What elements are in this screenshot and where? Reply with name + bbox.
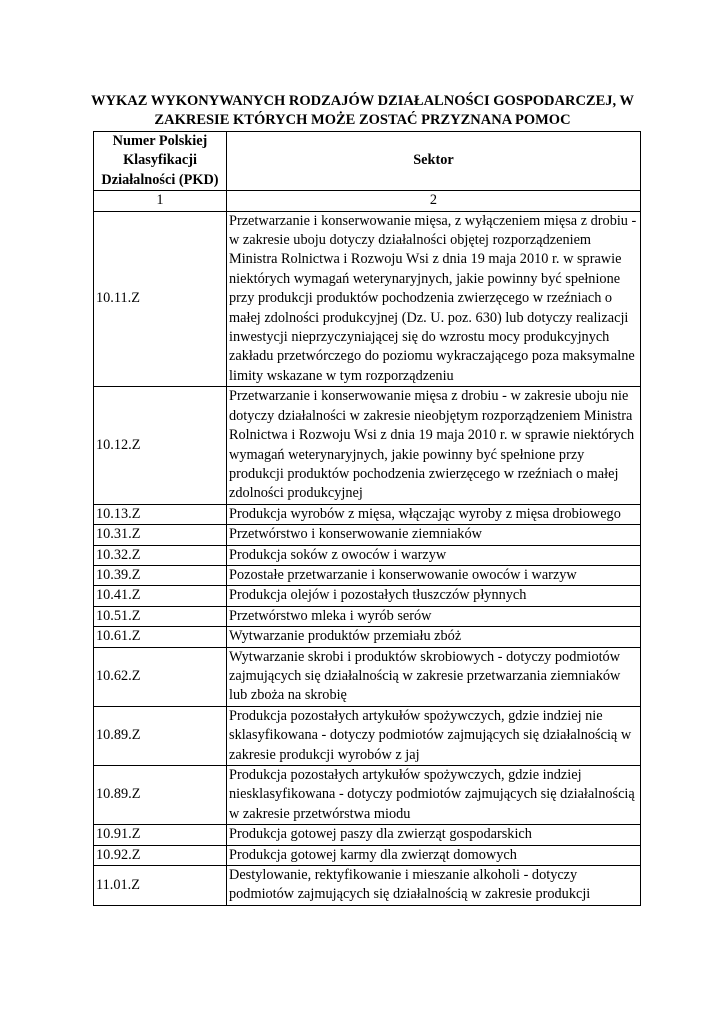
sector-description-cell: Produkcja pozostałych artykułów spożywczych, gdzie indziej niesklasyfikowana - dotyczy podmiotów zajmujących się działalnością w zakresie przetwórstwa miodu [227,766,641,825]
sector-description-cell: Pozostałe przetwarzanie i konserwowanie owoców i warzyw [227,565,641,585]
pkd-code-cell: 10.92.Z [94,845,227,865]
sector-description-cell: Produkcja gotowej karmy dla zwierząt domowych [227,845,641,865]
pkd-code-cell: 10.91.Z [94,825,227,845]
column-number-2: 2 [227,191,641,211]
sector-description-cell: Wytwarzanie skrobi i produktów skrobiowych - dotyczy podmiotów zajmujących się działalnością w zakresie przetwarzania ziemniaków lub zboża na skrobię [227,647,641,706]
pkd-code-cell: 10.62.Z [94,647,227,706]
table-row [94,766,641,825]
table-row [94,387,641,504]
pkd-code-cell: 10.89.Z [94,766,227,825]
table-row [94,606,641,626]
sector-description-cell: Produkcja wyrobów z mięsa, włączając wyroby z mięsa drobiowego [227,504,641,524]
header-pkd-number: Numer Polskiej Klasyfikacji Działalności (PKD) [94,132,227,191]
table-header-row [94,132,641,191]
sector-description-cell: Destylowanie, rektyfikowanie i mieszanie alkoholi - dotyczy podmiotów zajmujących się działalnością w zakresie produkcji [227,866,641,906]
table-row [94,565,641,585]
pkd-table [93,131,641,906]
sector-description-cell: Produkcja gotowej paszy dla zwierząt gospodarskich [227,825,641,845]
pkd-code-cell: 10.11.Z [94,211,227,387]
table-row [94,504,641,524]
sector-description-cell: Przetwórstwo mleka i wyrób serów [227,606,641,626]
table-row [94,706,641,765]
pkd-code-cell: 10.61.Z [94,627,227,647]
table-row [94,525,641,545]
table-row [94,647,641,706]
table-row [94,627,641,647]
table-row [94,825,641,845]
header-sector: Sektor [227,132,641,191]
pkd-code-cell: 10.13.Z [94,504,227,524]
pkd-code-cell: 10.32.Z [94,545,227,565]
sector-description-cell: Produkcja pozostałych artykułów spożywczych, gdzie indziej nie sklasyfikowana - dotyczy podmiotów zajmujących się działalnością w zakresie produkcji wyrobów z jaj [227,706,641,765]
table-row [94,866,641,906]
pkd-code-cell: 10.41.Z [94,586,227,606]
pkd-code-cell: 10.12.Z [94,387,227,504]
sector-description-cell: Produkcja olejów i pozostałych tłuszczów płynnych [227,586,641,606]
table-body [94,211,641,905]
table-row [94,545,641,565]
sector-description-cell: Produkcja soków z owoców i warzyw [227,545,641,565]
pkd-code-cell: 10.31.Z [94,525,227,545]
sector-description-cell: Przetwarzanie i konserwowanie mięsa z drobiu - w zakresie uboju nie dotyczy działalności w zakresie nieobjętym rozporządzeniem Ministra Rolnictwa i Rozwoju Wsi z dnia 19 maja 2010 r. w sprawie niektórych wymagań weterynaryjnych, jakie powinny być spełnione przy produkcji produktów pochodzenia zwierzęcego w rzeźniach o małej zdolności produkcyjnej [227,387,641,504]
sector-description-cell: Przetwórstwo i konserwowanie ziemniaków [227,525,641,545]
pkd-code-cell: 10.89.Z [94,706,227,765]
pkd-code-cell: 10.39.Z [94,565,227,585]
page-title: WYKAZ WYKONYWANYCH RODZAJÓW DZIAŁALNOŚCI GOSPODARCZEJ, W ZAKRESIE KTÓRYCH MOŻE ZOSTAĆ PRZYZNANA POMOC [90,93,634,128]
pkd-code-cell: 11.01.Z [94,866,227,906]
pkd-code-cell: 10.51.Z [94,606,227,626]
sector-description-cell: Przetwarzanie i konserwowanie mięsa, z wyłączeniem mięsa z drobiu - w zakresie uboju dotyczy działalności objętej rozporządzeniem Ministra Rolnictwa i Rozwoju Wsi z dnia 19 maja 2010 r. w sprawie niektórych wymagań weterynaryjnych, jakie powinny być spełnione przy produkcji produktów pochodzenia zwierzęcego w rzeźniach o małej zdolności produkcyjnej (Dz. U. poz. 630) lub dotyczy realizacji inwestycji nieprzyczyniającej się do wzrostu mocy produkcyjnych zakładu przetwórczego do poziomu wykraczającego poza maksymalne limity wskazane w tym rozporządzeniu [227,211,641,387]
column-number-1: 1 [94,191,227,211]
column-number-row [94,191,641,211]
table-row [94,211,641,387]
table-row [94,845,641,865]
table-row [94,586,641,606]
sector-description-cell: Wytwarzanie produktów przemiału zbóż [227,627,641,647]
